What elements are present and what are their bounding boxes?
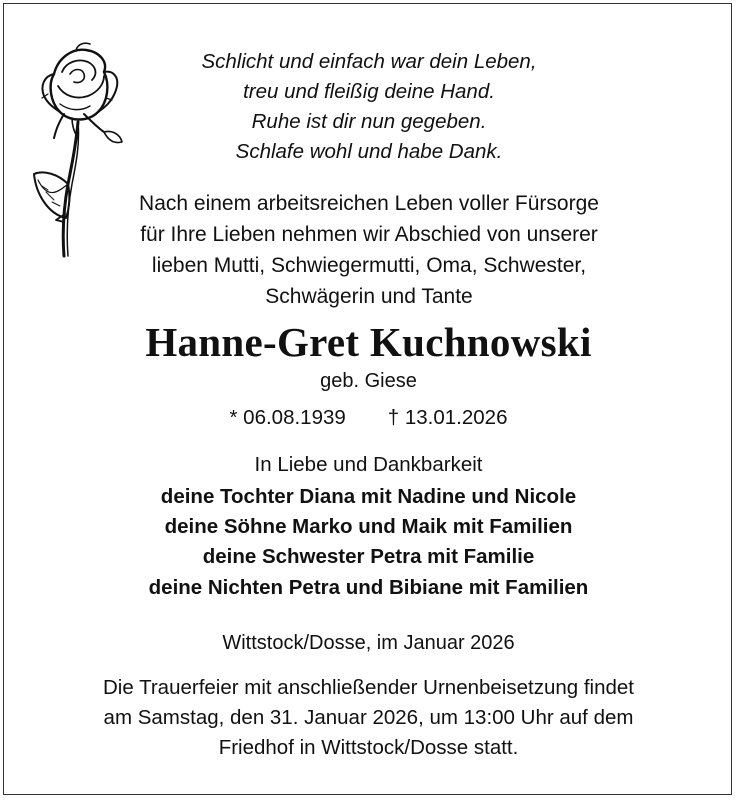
birth-name: geb. Giese [320,370,417,392]
funeral-line: am Samstag, den 31. Januar 2026, um 13:00 Uhr auf dem [103,706,634,729]
mourner-line: deine Söhne Marko und Maik mit Familien [164,515,573,538]
mourner-line: deine Schwester Petra mit Familie [202,545,535,568]
intro-line: Schwägerin und Tante [265,285,473,308]
birth-date: * 06.08.1939 [229,406,346,429]
intro-line: für Ihre Lieben nehmen wir Abschied von unserer [140,223,598,246]
deceased-name: Hanne-Gret Kuchnowski [145,319,592,365]
intro-line: lieben Mutti, Schwiegermutti, Oma, Schwester, [151,254,587,277]
poem-line: Schlicht und einfach war dein Leben, [201,50,537,73]
poem-line: treu und fleißig deine Hand. [243,80,495,103]
mourner-line: deine Nichten Petra und Bibiane mit Familien [148,576,589,599]
life-dates [0,406,737,430]
mourner-line: deine Tochter Diana mit Nadine und Nicole [160,485,577,508]
funeral-line: Friedhof in Wittstock/Dosse statt. [218,736,519,759]
poem-line: Ruhe ist dir nun gegeben. [251,110,487,133]
intro-line: Nach einem arbeitsreichen Leben voller Fürsorge [139,192,599,215]
funeral-line: Die Trauerfeier mit anschließender Urnenbeisetzung findet [103,676,634,699]
poem-line: Schlafe wohl und habe Dank. [235,140,503,163]
death-date: † 13.01.2026 [387,406,508,429]
mourners-intro: In Liebe und Dankbarkeit [254,453,483,476]
place-date: Wittstock/Dosse, im Januar 2026 [222,632,515,654]
